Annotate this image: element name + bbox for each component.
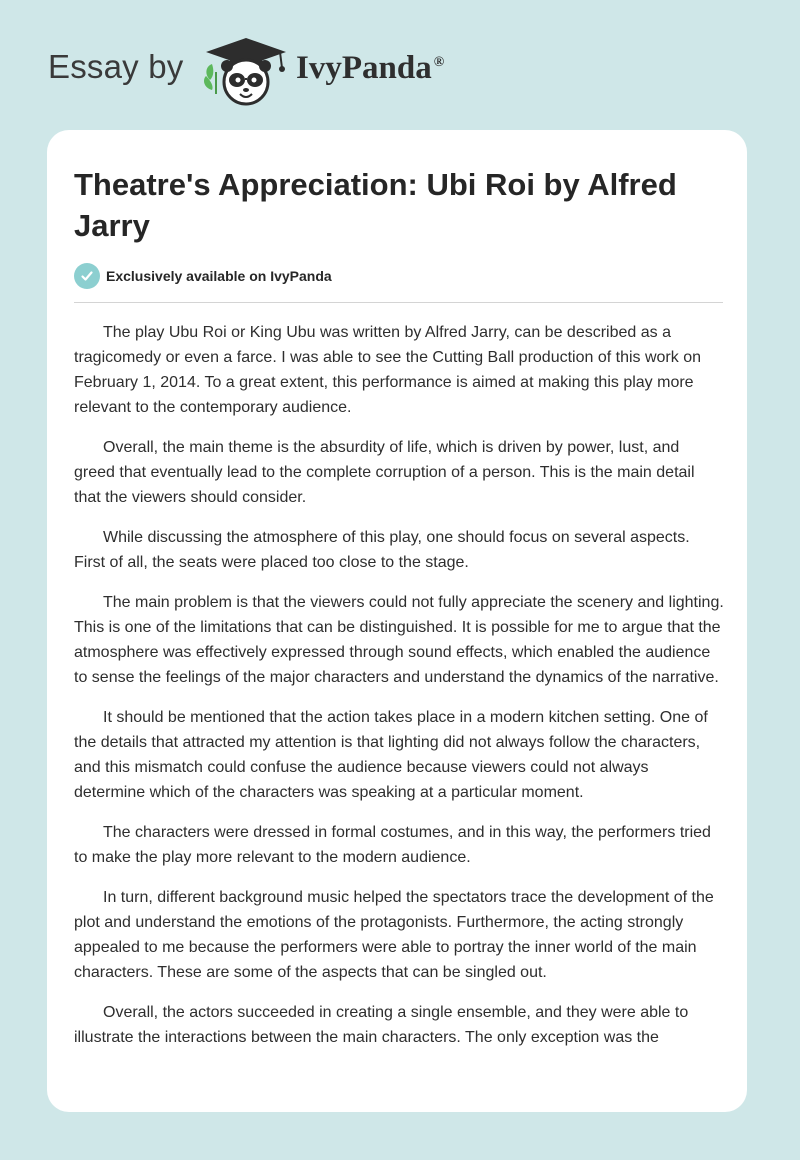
check-circle-icon — [74, 263, 100, 289]
exclusive-label: Exclusively available on IvyPanda — [106, 268, 332, 284]
essay-by-label: Essay by — [48, 48, 184, 85]
site-header — [0, 0, 800, 125]
essay-body — [74, 320, 724, 1065]
divider — [74, 302, 723, 303]
paragraph: In turn, different background music helped the spectators trace the development of the plot and understand the emotions of the protagonists. Furthermore, the acting strongly appealed to me because the performers were able to portray the inner world of the main characters. These are some of the aspects that can be singled out. — [74, 889, 714, 981]
paragraph: While discussing the atmosphere of this play, one should focus on several aspects. First of all, the seats were placed too close to the stage. — [74, 529, 690, 571]
exclusive-badge — [74, 263, 332, 289]
paragraph: Overall, the actors succeeded in creating a single ensemble, and they were able to illustrate the interactions between the main characters. The only exception was the — [74, 1004, 689, 1046]
essay-card — [47, 130, 747, 1112]
panda-graduate-icon[interactable] — [200, 36, 292, 108]
paragraph: The play Ubu Roi or King Ubu was written by Alfred Jarry, can be described as a tragicomedy or even a farce. I was able to see the Cutting Ball production of this work on February 1, 2014. To a great extent, this performance is aimed at making this play more relevant to the contemporary audience. — [74, 324, 701, 416]
brand-text: IvyPanda — [296, 50, 432, 86]
paragraph: Overall, the main theme is the absurdity of life, which is driven by power, lust, and greed that eventually lead to the complete corruption of a person. This is the main detail that the viewers should consider. — [74, 439, 695, 506]
paragraph: It should be mentioned that the action takes place in a modern kitchen setting. One of the details that attracted my attention is that lighting did not always follow the characters, and this mismatch could confuse the audience because viewers could not always determine which of the characters was speaking at a particular moment. — [74, 709, 708, 801]
essay-title: Theatre's Appreciation: Ubi Roi by Alfred Jarry — [74, 167, 677, 243]
brand-name[interactable] — [296, 50, 444, 87]
registered-mark: ® — [433, 55, 445, 70]
paragraph: The characters were dressed in formal costumes, and in this way, the performers tried to make the play more relevant to the modern audience. — [74, 824, 711, 866]
paragraph: The main problem is that the viewers could not fully appreciate the scenery and lighting. This is one of the limitations that can be distinguished. It is possible for me to argue that the atmosphere was effectively expressed through sound effects, which enabled the audience to sense the feelings of the major characters and understand the dynamics of the narrative. — [74, 594, 724, 686]
